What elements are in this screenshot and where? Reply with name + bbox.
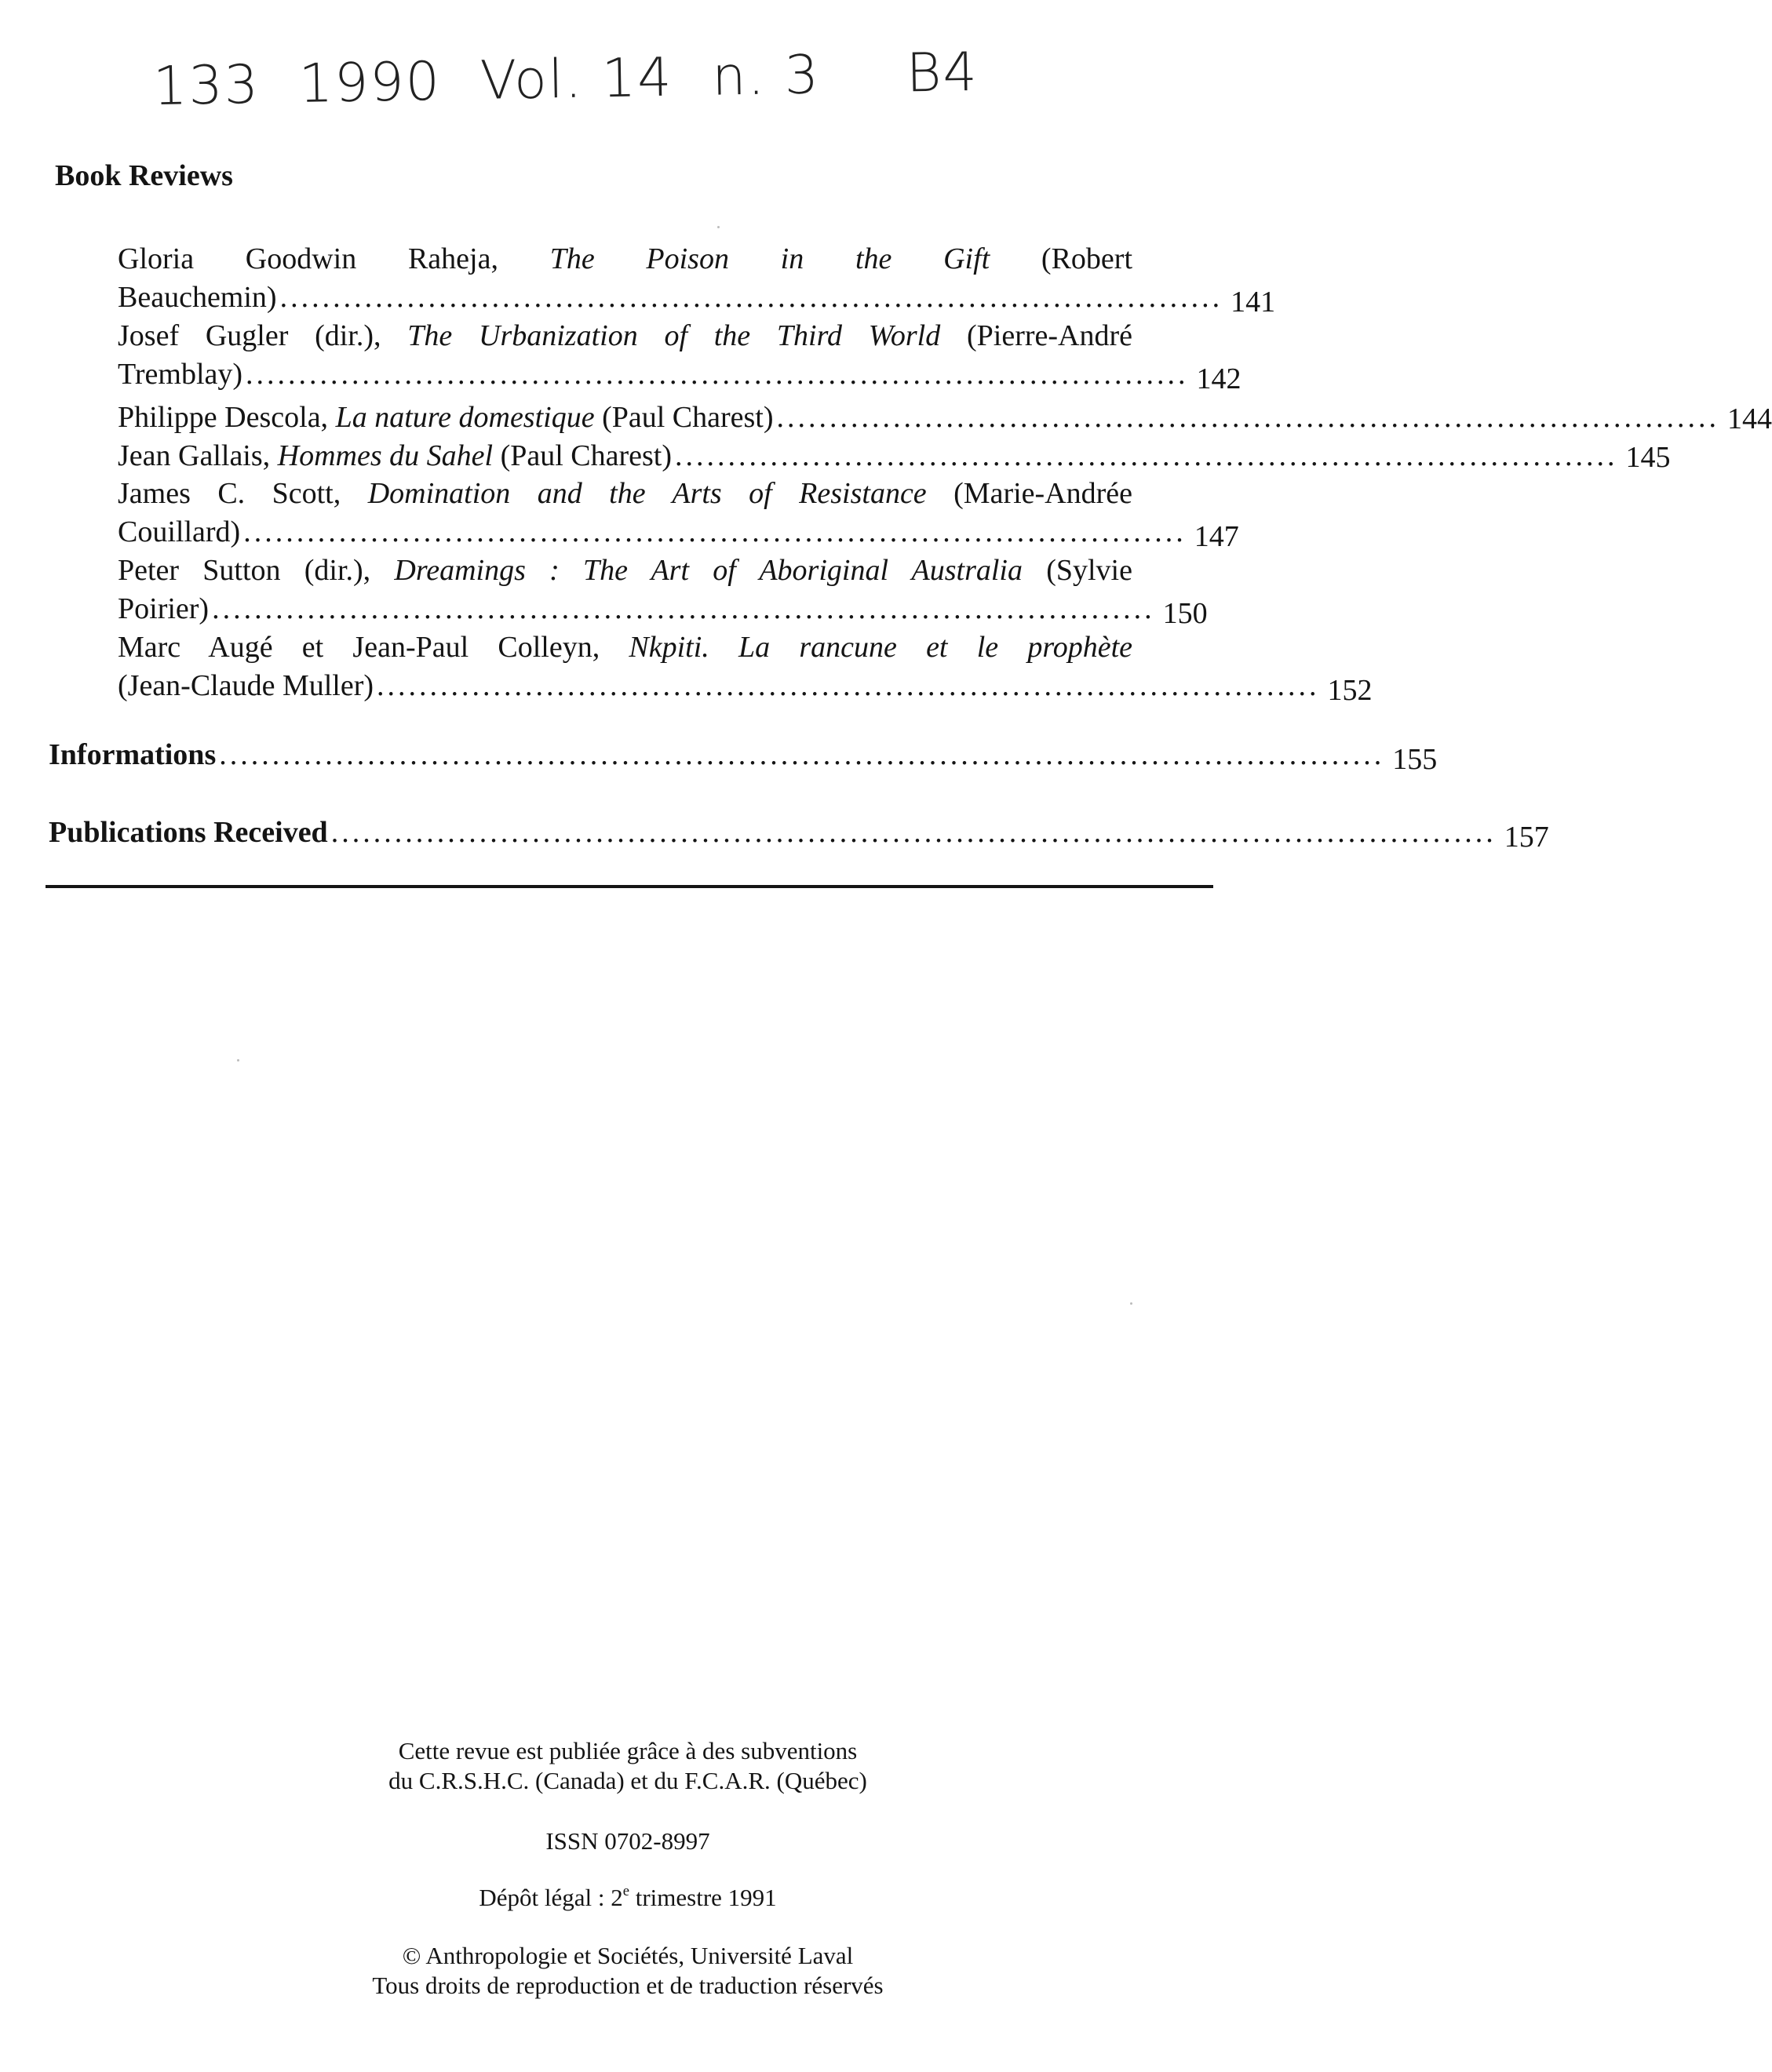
handwritten-part: 1990 xyxy=(298,50,442,115)
review-author: Jean Gallais, xyxy=(118,439,278,472)
review-reviewer-cont: Beauchemin) xyxy=(118,281,277,314)
toc-entry xyxy=(118,240,1276,319)
section-heading-informations: Informations xyxy=(49,738,217,771)
legal-deposit-superscript: e xyxy=(622,1882,629,1899)
toc-entry-publications-received xyxy=(49,815,1549,854)
section-heading-publications-received: Publications Received xyxy=(49,816,328,849)
review-reviewer: (Robert xyxy=(990,242,1133,275)
dot-leader: ......................................................................................... xyxy=(212,592,1155,625)
review-author: Marc Augé et Jean-Paul Colleyn, xyxy=(118,631,629,664)
legal-deposit-prefix: Dépôt légal : 2 xyxy=(479,1884,623,1911)
toc-entry-line1 xyxy=(118,552,1132,590)
dot-leader: .............................................................................................................. xyxy=(219,738,1385,771)
review-author: Josef Gugler (dir.), xyxy=(118,319,408,352)
toc-entry xyxy=(118,475,1239,553)
handwritten-part: n. 3 xyxy=(711,44,821,108)
review-title: La nature domestique xyxy=(335,401,595,434)
dot-leader: ......................................................................................... xyxy=(675,439,1618,472)
page-number: 150 xyxy=(1162,597,1208,630)
toc-entry-informations xyxy=(49,737,1438,776)
review-author: Gloria Goodwin Raheja, xyxy=(118,242,550,275)
copyright-block xyxy=(0,1941,1256,2001)
scan-speck xyxy=(717,226,720,228)
toc-entry-line1 xyxy=(118,628,1132,667)
page-number: 144 xyxy=(1727,402,1772,435)
legal-deposit-suffix: trimestre 1991 xyxy=(629,1884,777,1911)
review-title: Hommes du Sahel xyxy=(277,439,494,472)
dot-leader: .............................................................................................................. xyxy=(330,816,1497,849)
handwritten-part: 133 xyxy=(152,53,261,118)
funding-note xyxy=(0,1736,1256,1796)
dot-leader: ......................................................................................... xyxy=(377,669,1320,702)
dot-leader: ......................................................................................... xyxy=(243,515,1187,548)
review-reviewer: (Paul Charest) xyxy=(594,401,774,434)
legal-deposit xyxy=(0,1883,1256,1913)
issn: ISSN 0702-8997 xyxy=(545,1827,710,1855)
review-reviewer-cont: Couillard) xyxy=(118,515,241,548)
dot-leader: ......................................................................................... xyxy=(246,358,1189,391)
review-title: Dreamings : The Art of Aboriginal Australia xyxy=(394,554,1023,587)
review-reviewer-cont: Tremblay) xyxy=(118,358,243,391)
toc-entry xyxy=(118,628,1373,707)
toc-entry-line1 xyxy=(118,317,1132,355)
page-number: 147 xyxy=(1194,520,1239,553)
handwritten-part: Vol. 14 xyxy=(479,46,674,112)
horizontal-rule xyxy=(46,885,1213,888)
dot-leader: ......................................................................................... xyxy=(776,401,1720,434)
toc-entry-line1 xyxy=(118,240,1132,279)
page-number: 155 xyxy=(1392,743,1438,776)
toc-entry xyxy=(118,437,1671,475)
review-reviewer-cont: Poirier) xyxy=(118,592,210,625)
section-heading-book-reviews: Book Reviews xyxy=(55,159,233,192)
toc-entry xyxy=(118,399,1772,437)
review-author: Peter Sutton (dir.), xyxy=(118,554,395,587)
review-title: Domination and the Arts of Resistance xyxy=(367,477,927,510)
handwritten-call-number xyxy=(152,42,979,118)
handwritten-part: B4 xyxy=(906,41,979,105)
review-reviewer: (Pierre-André xyxy=(940,319,1132,352)
toc-entry xyxy=(118,552,1207,628)
review-author: Philippe Descola, xyxy=(118,401,336,434)
review-reviewer-cont: (Jean-Claude Muller) xyxy=(118,669,374,702)
review-title: Nkpiti. La rancune et le prophète xyxy=(629,631,1132,664)
page-number: 145 xyxy=(1625,441,1671,474)
funding-line: du C.R.S.H.C. (Canada) et du F.C.A.R. (Québec) xyxy=(388,1767,867,1794)
scan-speck xyxy=(1130,1302,1132,1305)
toc-entry xyxy=(118,317,1241,395)
scan-speck xyxy=(237,1059,239,1061)
page-number: 157 xyxy=(1504,821,1549,854)
review-reviewer: (Paul Charest) xyxy=(493,439,673,472)
copyright-line: © Anthropologie et Sociétés, Université Laval xyxy=(402,1942,854,1969)
review-reviewer: (Marie-Andrée xyxy=(926,477,1133,510)
review-title: The Poison in the Gift xyxy=(549,242,990,275)
review-title: The Urbanization of the Third World xyxy=(407,319,941,352)
rights-line: Tous droits de reproduction et de traduction réservés xyxy=(372,1972,884,1999)
page-number: 141 xyxy=(1231,286,1276,319)
funding-line: Cette revue est publiée grâce à des subventions xyxy=(398,1737,858,1764)
review-reviewer: (Sylvie xyxy=(1022,554,1132,587)
toc-entry-line1 xyxy=(118,475,1132,513)
dot-leader: ......................................................................................... xyxy=(279,281,1223,314)
page-number: 142 xyxy=(1196,362,1241,395)
page-number: 152 xyxy=(1327,674,1373,707)
review-author: James C. Scott, xyxy=(118,477,368,510)
